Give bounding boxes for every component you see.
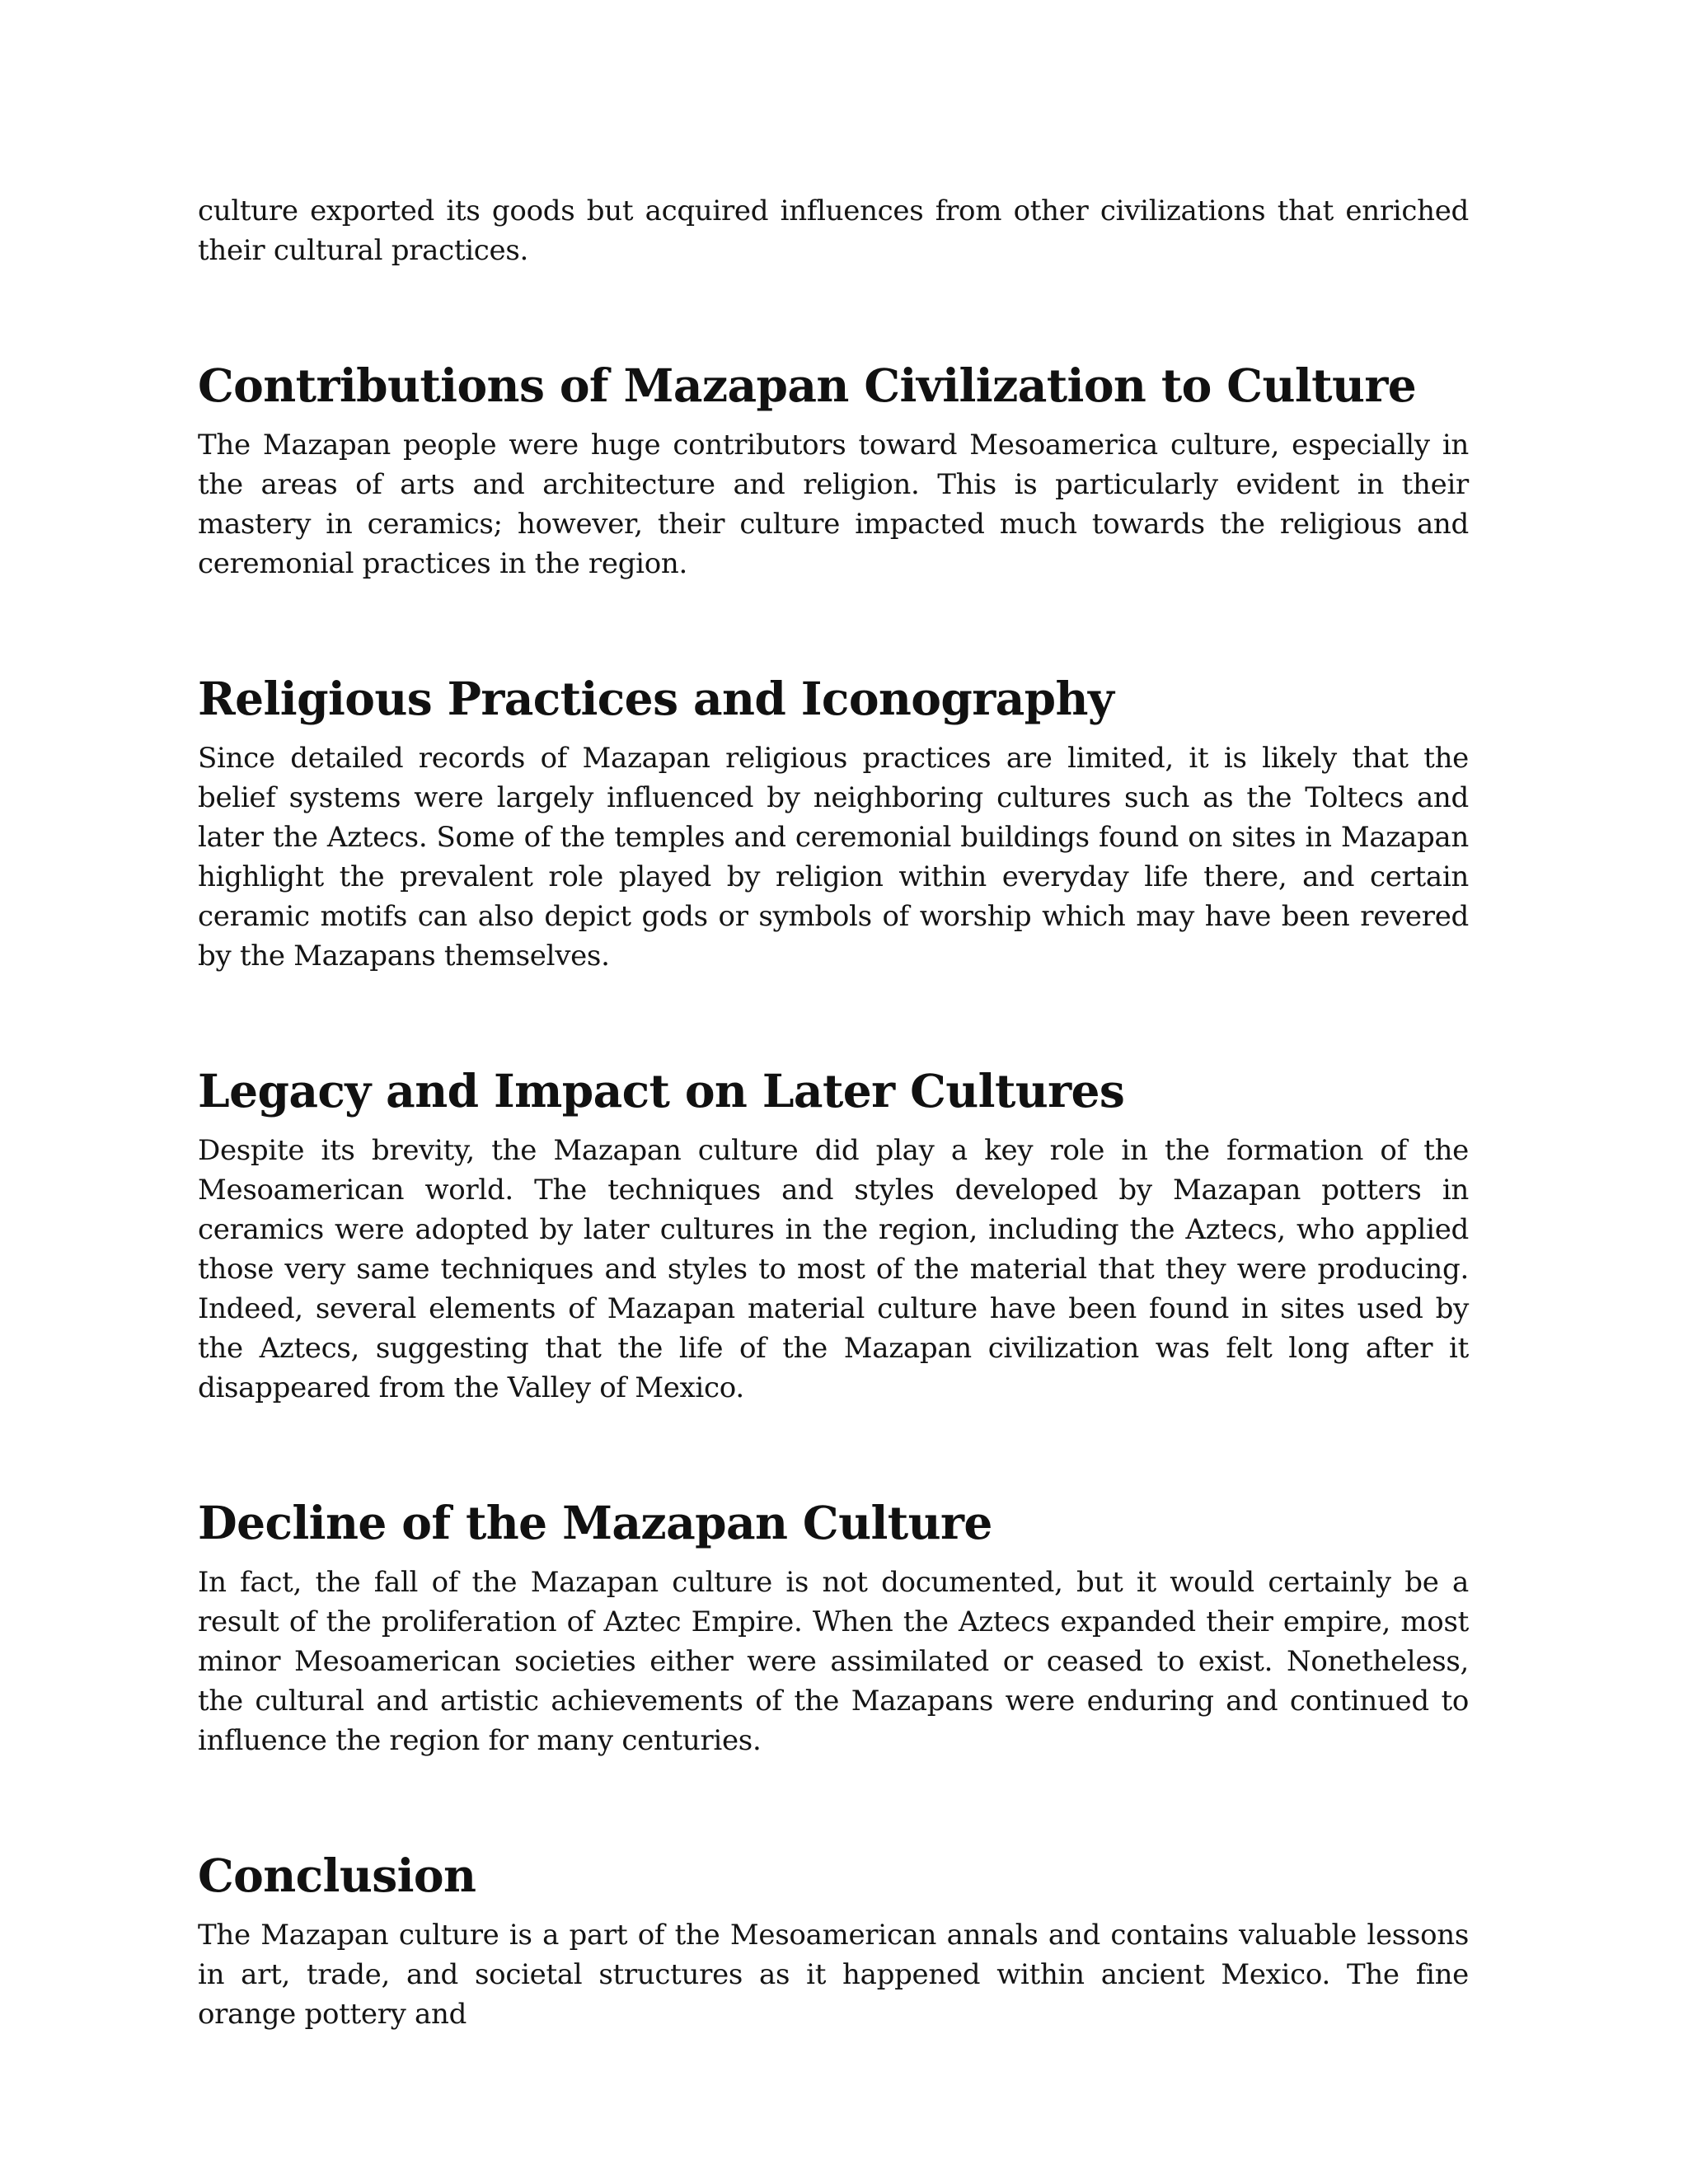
intro-paragraph: culture exported its goods but acquired influences from other civilizations that enriched their cultural practices. xyxy=(198,194,1469,267)
section-heading-religious-practices: Religious Practices and Iconography xyxy=(198,672,1114,725)
section-religious-practices xyxy=(198,673,1469,976)
section-paragraph-legacy: Despite its brevity, the Mazapan culture did play a key role in the formation of the Mesoamerican world. The techniques and styles developed by Mazapan potters in ceramics were adopted by later cultures in the region, including the Aztecs, who applied those very same techniques and styles to most of the material that they were producing. Indeed, several elements of Mazapan material culture have been found in sites used by the Aztecs, suggesting that the life of the Mazapan civilization was felt long after it disappeared from the Valley of Mexico. xyxy=(198,1134,1469,1404)
section-conclusion xyxy=(198,1849,1469,2034)
section-heading-decline: Decline of the Mazapan Culture xyxy=(198,1496,992,1549)
section-heading-conclusion: Conclusion xyxy=(198,1849,476,1902)
section-paragraph-contributions: The Mazapan people were huge contributors toward Mesoamerica culture, especially in the areas of arts and architecture and religion. This is particularly evident in their mastery in ceramics; however, their culture impacted much towards the religious and ceremonial practices in the region. xyxy=(198,429,1469,580)
section-legacy xyxy=(198,1065,1469,1408)
section-paragraph-conclusion: The Mazapan culture is a part of the Mesoamerican annals and contains valuable lessons in art, trade, and societal structures as it happened within ancient Mexico. The fine orange pottery and xyxy=(198,1919,1469,2031)
section-paragraph-religious-practices: Since detailed records of Mazapan religious practices are limited, it is likely that the belief systems were largely influenced by neighboring cultures such as the Toltecs and later the Aztecs. Some of the temples and ceremonial buildings found on sites in Mazapan highlight the prevalent role played by religion within everyday life there, and certain ceramic motifs can also depict gods or symbols of worship which may have been revered by the Mazapans themselves. xyxy=(198,742,1469,972)
section-contributions xyxy=(198,359,1469,583)
section-paragraph-decline: In fact, the fall of the Mazapan culture is not documented, but it would certainly be a result of the proliferation of Aztec Empire. When the Aztecs expanded their empire, most minor Mesoamerican societies either were assimilated or ceased to exist. Nonetheless, the cultural and artistic achievements of the Mazapans were enduring and continued to influence the region for many centuries. xyxy=(198,1566,1469,1757)
section-decline xyxy=(198,1497,1469,1760)
document-body xyxy=(198,191,1469,2034)
section-heading-contributions: Contributions of Mazapan Civilization to Culture xyxy=(198,359,1417,412)
section-heading-legacy: Legacy and Impact on Later Cultures xyxy=(198,1064,1125,1118)
